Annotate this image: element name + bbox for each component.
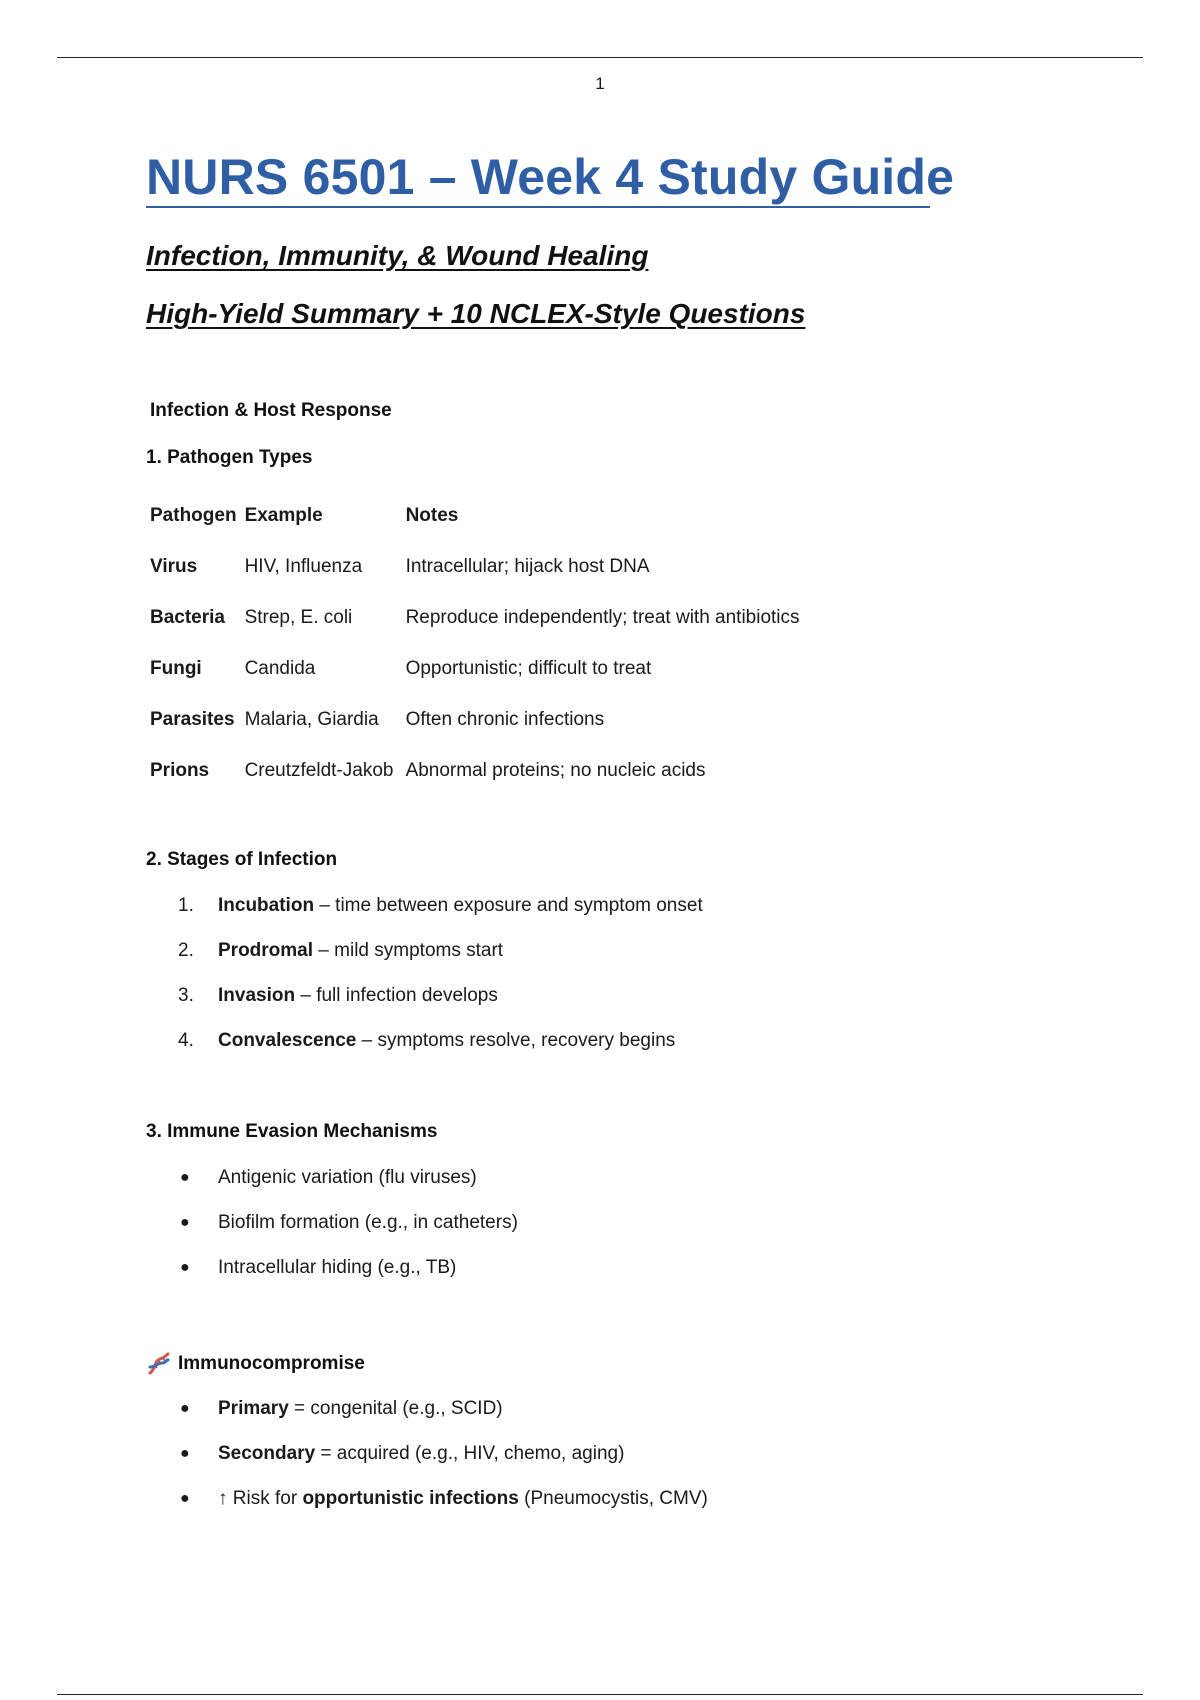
bullet-icon: ● — [180, 1168, 190, 1186]
document-subtitle-topics: Infection, Immunity, & Wound Healing — [146, 240, 649, 271]
list-item — [178, 928, 703, 973]
list-number: 1. — [178, 894, 194, 916]
pathogen-example: HIV, Influenza — [244, 555, 363, 577]
page-number: 1 — [595, 74, 605, 93]
table-row — [148, 643, 806, 694]
pathogen-name: Fungi — [150, 657, 202, 679]
bullet-icon: ● — [180, 1213, 190, 1231]
pathogen-example: Candida — [244, 657, 316, 679]
evasion-list — [180, 1155, 518, 1290]
column-header-notes: Notes — [405, 504, 459, 526]
stage-term: Prodromal — [218, 939, 314, 961]
evasion-item: Biofilm formation (e.g., in catheters) — [218, 1211, 518, 1233]
table-row — [148, 541, 806, 592]
pathogen-types-heading: 1. Pathogen Types — [146, 447, 313, 468]
list-item — [180, 1200, 518, 1245]
list-number: 2. — [178, 939, 194, 961]
pathogen-name: Prions — [150, 759, 210, 781]
table-header-row — [148, 490, 806, 541]
list-item — [180, 1431, 708, 1476]
list-item — [178, 973, 703, 1018]
pathogen-name: Virus — [150, 555, 198, 577]
immunocompromise-list — [180, 1386, 708, 1521]
pathogen-table — [148, 490, 806, 796]
list-item — [178, 883, 703, 928]
stage-description: – time between exposure and symptom onset — [314, 894, 703, 916]
immuno-description: = acquired (e.g., HIV, chemo, aging) — [315, 1442, 625, 1464]
infection-section-heading: Infection & Host Response — [150, 400, 392, 421]
pathogen-example: Strep, E. coli — [244, 606, 353, 628]
list-item — [180, 1245, 518, 1290]
document-subtitle-summary: High-Yield Summary + 10 NCLEX-Style Questions — [146, 298, 806, 329]
bullet-icon: ● — [180, 1444, 190, 1462]
immuno-term: Secondary — [218, 1442, 316, 1464]
column-header-example: Example — [244, 504, 323, 526]
header-rule — [57, 57, 1143, 58]
list-number: 3. — [178, 984, 194, 1006]
stage-description: – symptoms resolve, recovery begins — [356, 1029, 676, 1051]
stage-description: – full infection develops — [295, 984, 498, 1006]
list-number: 4. — [178, 1029, 194, 1051]
immuno-term: opportunistic infections — [302, 1487, 519, 1509]
evasion-item: Intracellular hiding (e.g., TB) — [218, 1256, 457, 1278]
immuno-description: = congenital (e.g., SCID) — [288, 1397, 503, 1419]
bullet-icon: ● — [180, 1258, 190, 1276]
stages-list — [178, 883, 703, 1063]
table-row — [148, 592, 806, 643]
list-item — [178, 1018, 703, 1063]
stage-description: – mild symptoms start — [313, 939, 504, 961]
table-row — [148, 745, 806, 796]
pathogen-notes: Opportunistic; difficult to treat — [405, 657, 652, 679]
immuno-prefix: ↑ Risk for — [218, 1487, 303, 1509]
pathogen-name: Parasites — [150, 708, 235, 730]
bullet-icon: ● — [180, 1489, 190, 1507]
pathogen-example: Malaria, Giardia — [244, 708, 379, 730]
pathogen-notes: Abnormal proteins; no nucleic acids — [405, 759, 706, 781]
evasion-heading: 3. Immune Evasion Mechanisms — [146, 1121, 438, 1142]
list-item — [180, 1476, 708, 1521]
immuno-description: (Pneumocystis, CMV) — [518, 1487, 708, 1509]
stage-term: Incubation — [218, 894, 315, 916]
immuno-term: Primary — [218, 1397, 289, 1419]
evasion-item: Antigenic variation (flu viruses) — [218, 1166, 477, 1188]
document-title: NURS 6501 – Week 4 Study Guide — [146, 149, 955, 205]
immunocompromise-heading-row — [146, 1351, 365, 1377]
pathogen-notes: Often chronic infections — [405, 708, 605, 730]
list-item — [180, 1386, 708, 1431]
pathogen-notes: Reproduce independently; treat with antibiotics — [405, 606, 800, 628]
pathogen-notes: Intracellular; hijack host DNA — [405, 555, 650, 577]
footer-rule — [57, 1694, 1143, 1695]
column-header-pathogen: Pathogen — [150, 504, 237, 526]
stage-term: Invasion — [218, 984, 296, 1006]
bullet-icon: ● — [180, 1399, 190, 1417]
stages-heading: 2. Stages of Infection — [146, 849, 338, 870]
stage-term: Convalescence — [218, 1029, 357, 1051]
dna-icon — [146, 1351, 172, 1377]
list-item — [180, 1155, 518, 1200]
table-row — [148, 694, 806, 745]
immunocompromise-heading: Immunocompromise — [178, 1353, 365, 1374]
pathogen-example: Creutzfeldt-Jakob — [244, 759, 394, 781]
title-underline — [146, 206, 930, 208]
pathogen-name: Bacteria — [150, 606, 225, 628]
